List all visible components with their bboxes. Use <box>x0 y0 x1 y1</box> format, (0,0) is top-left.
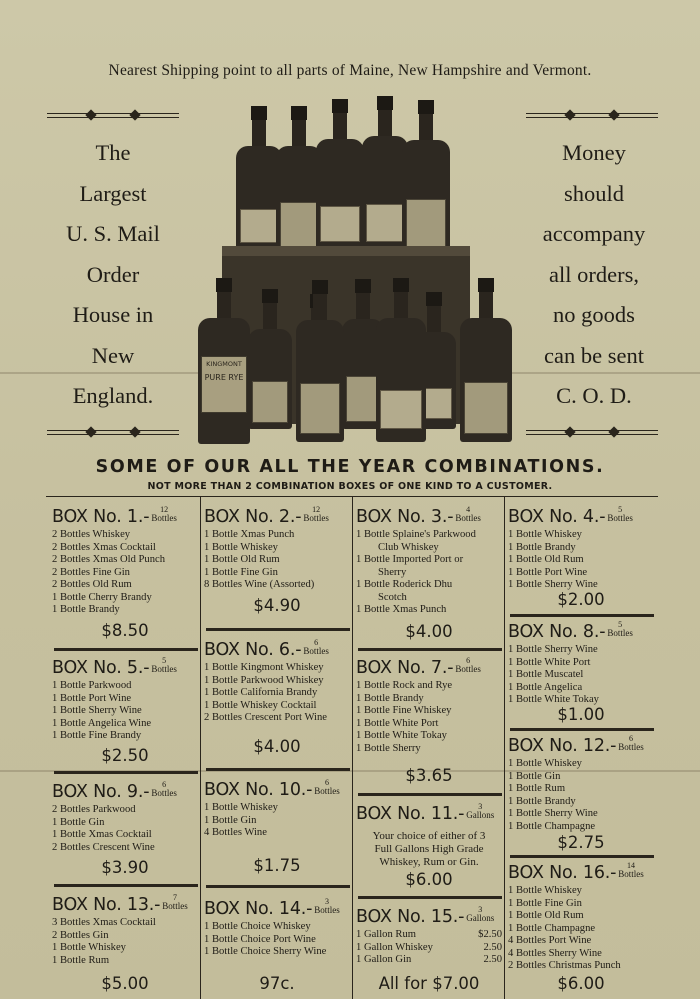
limit-notice: NOT MORE THAN 2 COMBINATION BOXES OF ONE KIND TO A CUSTOMER. <box>147 481 553 492</box>
box-price: $2.50 <box>101 746 149 765</box>
box-price: $1.75 <box>253 856 301 875</box>
combination-box-11: BOX No. 11.- 3 Gallons Your choice of either of 3 Full Gallons High Grade Whiskey, Rum or Gin. $6.00 <box>356 802 502 894</box>
grid-rule <box>358 648 502 651</box>
combination-box-8: BOX No. 8.- 5 Bottles 1 Bottle Sherry Wine 1 Bottle White Port 1 Bottle Muscatel 1 Bottle Angelica 1 Bottle White Tokay $1.00 <box>508 620 654 726</box>
combination-box-15: BOX No. 15.- 3 Gallons 1 Gallon Rum $2.50 1 Gallon Whiskey 2.50 1 Gallon Gin 2.50 All for $7.00 <box>356 905 502 993</box>
grid-rule <box>510 728 654 731</box>
combination-box-12: BOX No. 12.- 6 Bottles 1 Bottle Whiskey 1 Bottle Gin 1 Bottle Rum 1 Bottle Brandy 1 Bottle Sherry Wine 1 Bottle Champagne $2.75 <box>508 734 654 852</box>
combinations-headline: SOME OF OUR ALL THE YEAR COMBINATIONS. <box>95 457 605 477</box>
grid-rule <box>358 896 502 899</box>
combination-box-7: BOX No. 7.- 6 Bottles 1 Bottle Rock and Rye 1 Bottle Brandy 1 Bottle Fine Whiskey 1 Bottle White Port 1 Bottle White Tokay 1 Bottle Sherry $3.65 <box>356 656 502 790</box>
ornament-rule <box>526 428 658 437</box>
column-divider <box>504 497 505 999</box>
combination-box-3: BOX No. 3.- 4 Bottles 1 Bottle Splaine's Parkwood Club Whiskey 1 Bottle Imported Port or Sherry 1 Bottle Roderick Dhu Scotch 1 Bottle Xmas Punch $4.00 <box>356 505 502 645</box>
box-price: $3.90 <box>101 858 149 877</box>
box-price: $1.00 <box>557 705 605 724</box>
bottles-photo <box>196 94 518 446</box>
grid-rule <box>206 885 350 888</box>
box-price: $6.00 <box>557 974 605 993</box>
combination-box-14: BOX No. 14.- 3 Bottles 1 Bottle Choice Whiskey 1 Bottle Choice Port Wine 1 Bottle Choice Sherry Wine 97c. <box>204 897 350 997</box>
largest-mail-order-text: The Largest U. S. Mail Order House in New England. <box>66 140 160 408</box>
grid-rule <box>358 793 502 796</box>
box-price: $4.00 <box>405 622 453 641</box>
column-divider <box>200 497 201 999</box>
combination-box-9: BOX No. 9.- 6 Bottles 2 Bottles Parkwood 1 Bottle Gin 1 Bottle Xmas Cocktail 2 Bottles Crescent Wine $3.90 <box>52 780 198 882</box>
combination-box-5: BOX No. 5.- 5 Bottles 1 Bottle Parkwood 1 Bottle Port Wine 1 Bottle Sherry Wine 1 Bottle Angelica Wine 1 Bottle Fine Brandy $2.50 <box>52 656 198 768</box>
combination-box-1: BOX No. 1.- 12 Bottles 2 Bottles Whiskey 2 Bottles Xmas Cocktail 2 Bottles Xmas Old Punch 2 Bottles Fine Gin 2 Bottles Old Rum 1 Bottle Cherry Brandy 1 Bottle Brandy $8.50 <box>52 505 198 645</box>
grid-rule <box>206 768 350 771</box>
column-divider <box>352 497 353 999</box>
box-price: $4.90 <box>253 596 301 615</box>
box-price: $8.50 <box>101 621 149 640</box>
grid-rule <box>510 614 654 617</box>
combination-box-6: BOX No. 6.- 6 Bottles 1 Bottle Kingmont Whiskey 1 Bottle Parkwood Whiskey 1 Bottle California Brandy 1 Bottle Whiskey Cocktail 2 Bottles Crescent Port Wine $4.00 <box>204 638 350 765</box>
combination-box-4: BOX No. 4.- 5 Bottles 1 Bottle Whiskey 1 Bottle Brandy 1 Bottle Old Rum 1 Bottle Port Wine 1 Bottle Sherry Wine $2.00 <box>508 505 654 611</box>
ornament-rule <box>47 111 179 120</box>
box-price: All for $7.00 <box>378 974 480 993</box>
shipping-tagline: Nearest Shipping point to all parts of Maine, New Hampshire and Vermont. <box>108 62 592 79</box>
grid-rule <box>510 855 654 858</box>
kingmont-label: KINGMONT PURE RYE <box>201 356 247 413</box>
grid-rule <box>54 884 198 887</box>
box-price: $3.65 <box>405 766 453 785</box>
box-price: $6.00 <box>405 870 453 889</box>
ornament-rule <box>47 428 179 437</box>
money-accompany-text: Money should accompany all orders, no goods can be sent C. O. D. <box>542 140 646 408</box>
combination-box-2: BOX No. 2.- 12 Bottles 1 Bottle Xmas Punch 1 Bottle Whiskey 1 Bottle Old Rum 1 Bottle Fine Gin 8 Bottles Wine (Assorted) $4.90 <box>204 505 350 625</box>
grid-rule <box>206 628 350 631</box>
combination-box-16: BOX No. 16.- 14 Bottles 1 Bottle Whiskey 1 Bottle Fine Gin 1 Bottle Old Rum 1 Bottle Champagne 4 Bottles Port Wine 4 Bottles Sherry Wine 2 Bottles Christmas Punch $6.00 <box>508 861 654 997</box>
box-price: $5.00 <box>101 974 149 993</box>
ornament-rule <box>526 111 658 120</box>
box-price: $2.00 <box>557 590 605 609</box>
box-price: $4.00 <box>253 737 301 756</box>
combination-box-13: BOX No. 13.- 7 Bottles 3 Bottles Xmas Cocktail 2 Bottles Gin 1 Bottle Whiskey 1 Bottle Rum $5.00 <box>52 893 198 997</box>
grid-rule <box>54 648 198 651</box>
combination-box-10: BOX No. 10.- 6 Bottles 1 Bottle Whiskey 1 Bottle Gin 4 Bottles Wine $1.75 <box>204 778 350 882</box>
box-price: 97c. <box>259 974 295 993</box>
grid-rule <box>54 771 198 774</box>
box-price: $2.75 <box>557 833 605 852</box>
